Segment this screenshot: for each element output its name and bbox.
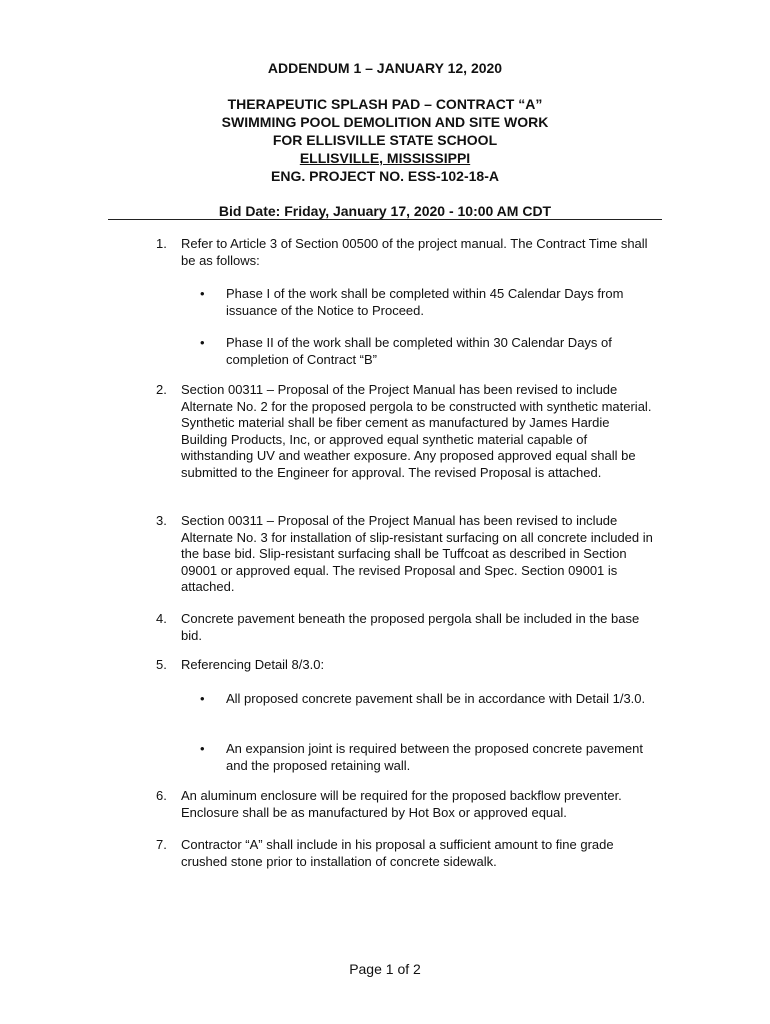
title-line-2: SWIMMING POOL DEMOLITION AND SITE WORK [221,114,549,130]
item-text: Referencing Detail 8/3.0: [181,657,325,672]
item-text: Refer to Article 3 of Section 00500 of the project manual. The Contract Time shall be as follows: [181,236,648,268]
item-number: 1. [156,236,167,251]
item-number: 4. [156,611,167,626]
title-line-3: FOR ELLISVILLE STATE SCHOOL [272,132,498,148]
item-number: 7. [156,837,167,852]
bullet-icon: • [200,286,205,301]
page-number: Page 1 of 2 [349,961,421,977]
project-number: ENG. PROJECT NO. ESS-102-18-A [271,168,499,184]
bullet-text: Phase II of the work shall be completed within 30 Calendar Days of completion of Contract “B” [226,335,612,367]
item-text: Concrete pavement beneath the proposed pergola shall be included in the base bid. [181,611,640,643]
location: ELLISVILLE, MISSISSIPPI [299,150,471,166]
addendum-heading: ADDENDUM 1 – JANUARY 12, 2020 [267,60,503,76]
item-text: Contractor “A” shall include in his proposal a sufficient amount to fine grade crushed stone prior to installation of concrete sidewalk. [181,837,614,869]
bullet-text: All proposed concrete pavement shall be in accordance with Detail 1/3.0. [226,691,646,706]
bid-date: Bid Date: Friday, January 17, 2020 - 10:00 AM CDT [218,203,552,219]
item-number: 6. [156,788,167,803]
location-line [0,149,770,167]
bullet-icon: • [200,741,205,756]
item-number: 5. [156,657,167,672]
item-text: Section 00311 – Proposal of the Project Manual has been revised to include Alternate No. 2 for the proposed pergola to be constructed with synthetic material. Synthetic material shall be fiber cement as manufactured by James Hardie Building Products, Inc, or approved equal synthetic material capable of withstanding UV and weather exposure. Any proposed approved equal shall be submitted to the Engineer for approval. The revised Proposal is attached. [181,382,652,480]
bullet-text: An expansion joint is required between the proposed concrete pavement and the proposed retaining wall. [226,741,643,773]
item-number: 3. [156,513,167,528]
bullet-icon: • [200,691,205,706]
bullet-icon: • [200,335,205,350]
header-divider [108,219,662,220]
item-text: Section 00311 – Proposal of the Project Manual has been revised to include Alternate No. 3 for installation of slip-resistant surfacing on all concrete included in the base bid. Slip-resistant surfacing shall be Tuffcoat as described in Section 09001 or approved equal. The revised Proposal and Spec. Section 09001 is attached. [181,513,653,594]
title-line-1: THERAPEUTIC SPLASH PAD – CONTRACT “A” [227,96,543,112]
bullet-text: Phase I of the work shall be completed within 45 Calendar Days from issuance of the Notice to Proceed. [226,286,624,318]
item-text: An aluminum enclosure will be required for the proposed backflow preventer. Enclosure shall be as manufactured by Hot Box or approved equal. [181,788,622,820]
item-number: 2. [156,382,167,397]
